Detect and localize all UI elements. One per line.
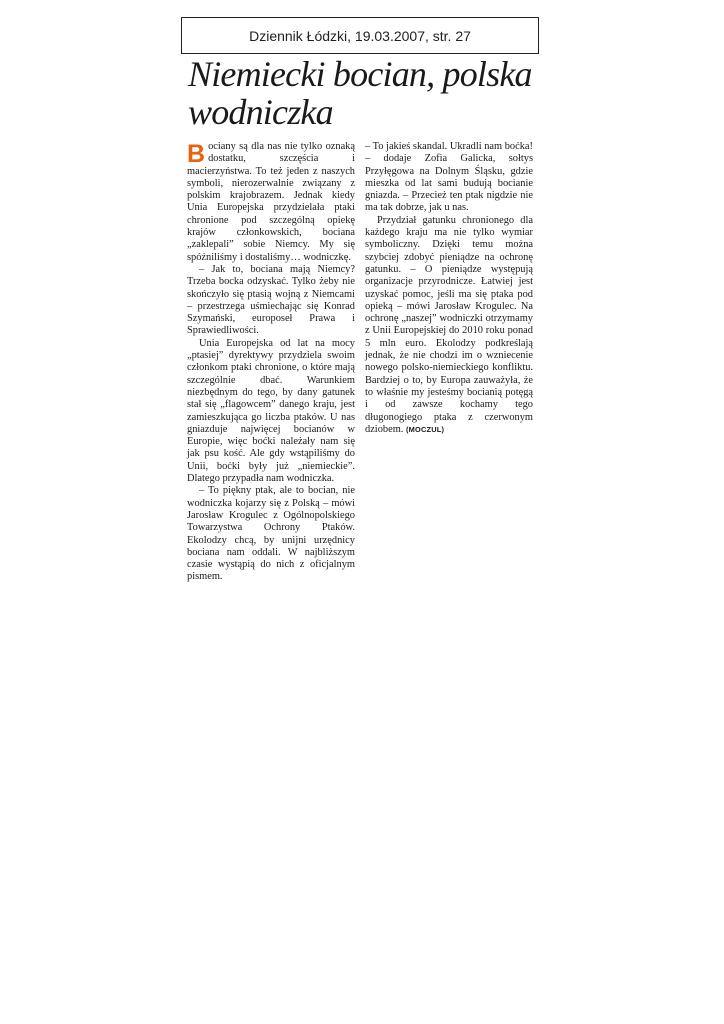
article-column-left xyxy=(187,141,355,584)
article-column-right xyxy=(365,141,533,436)
article-paragraph: Unia Europejska od lat na mocy „ptasiej” dyrektywy przydziela swoim członkom ptaki chronione, o które mają szczególnie dbać. Warunkiem niezbędnym do tego, by dany gatunek stał się „flagowcem” danego kraju, jest zamieszkująca go liczba ptaków. U nas gniazduje najwięcej bocianów w Europie, więc boćki należały nam się jak psu kość. Ale gdy wstąpiliśmy do Unii, boćki były już „niemieckie”. Dlatego przypadła nam wodniczka. xyxy=(187,337,355,485)
author-signature: (MOCZUL) xyxy=(406,424,445,434)
article-paragraph: – Jak to, bociana mają Niemcy? Trzeba bocka odzyskać. Tylko żeby nie skończyło się ptasią wojną z Niemcami – przestrzega uśmiechając się Konrad Szymański, europoseł Prawa i Sprawiedliwości. xyxy=(187,263,355,337)
source-citation-box xyxy=(181,17,539,54)
article-paragraph: – To jakieś skandal. Ukradli nam boćka! – dodaje Zofia Galicka, sołtys Przyłęgowa na Dolnym Śląsku, gdzie mieszka od lat sami budują bocianie gniazda. – Przecież ten ptak nigdzie nie ma tak dobrze, jak u nas. xyxy=(365,141,533,214)
source-citation: Dziennik Łódzki, 19.03.2007, str. 27 xyxy=(249,27,471,44)
article-headline: Niemiecki bocian, polska wodniczka xyxy=(188,54,532,132)
article-paragraph xyxy=(187,141,355,264)
drop-cap: B xyxy=(187,140,206,168)
article-paragraph xyxy=(365,215,533,436)
paragraph-text: Przydział gatunku chronionego dla każdego kraju ma nie tylko wymiar symboliczny. Dzięki temu można szybciej zdobyć pieniądze na ochronę gatunku. – O pieniądze występują organizacje przyrodnicze. Łatwiej jest uzyskać pomoc, jeśli ma się ptaka pod opieką – mówi Jarosław Krogulec. Na ochronę „naszej” wodniczki otrzymamy z Unii Europejskiej do 2010 roku ponad 5 mln euro. Ekolodzy podkreślają jednak, że nie chodzi im o wzniecenie nowego polsko-niemieckiego konfliktu. Bardziej o to, by Europa zauważyła, że to właśnie my jesteśmy bocianią potęgą i od zawsze kochamy tego długonogiego ptaka z czerwonym dziobem. xyxy=(365,214,533,435)
article-paragraph: – To piękny ptak, ale to bocian, nie wodniczka kojarzy się z Polską – mówi Jarosław Krogulec z Ogólnopolskiego Towarzystwa Ochrony Ptaków. Ekolodzy chcą, by unijni urzędnicy bociana nam oddali. W najbliższym czasie wystąpią do nich z oficjalnym pismem. xyxy=(187,485,355,583)
paragraph-text: ociany są dla nas nie tylko oznaką dostatku, szczęścia i macierzyństwa. To też jeden z naszych symboli, nierozerwalnie związany z polskim krajobrazem. Jednak kiedy Unia Europejska przydzielała ptaki chronione pod szczególną opiekę krajów członkowskich, bociana „zaklepali” sobie Niemcy. My się spóźniliśmy i dostaliśmy… wodniczkę. xyxy=(187,141,355,263)
